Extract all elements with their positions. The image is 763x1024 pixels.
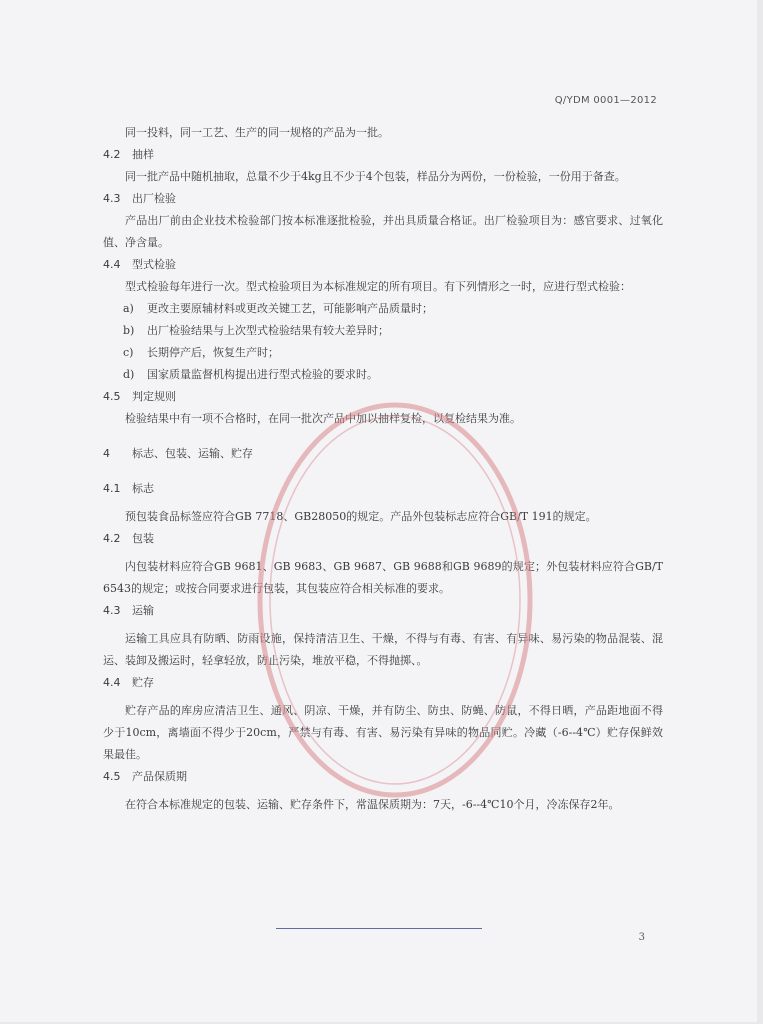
document-number: Q/YDM 0001—2012 — [554, 95, 657, 106]
paragraph: 贮存产品的库房应清洁卫生、通风、阴凉、干燥，并有防尘、防虫、防蝇、防鼠，不得日晒，产品距地面不得少于10cm，离墙面不得少于20cm，严禁与有毒、有害、易污染有异味的物品同贮。冷藏（-6--4℃）贮存保鲜效果最佳。 — [103, 704, 663, 761]
list-item-label: b) — [123, 324, 135, 337]
section-number: 4 — [103, 447, 110, 460]
section-heading — [103, 188, 663, 210]
spacer — [103, 430, 663, 443]
list-item-text: 长期停产后，恢复生产时； — [147, 346, 279, 359]
paragraph: 运输工具应具有防晒、防雨设施，保持清洁卫生、干燥，不得与有毒、有害、有异味、易污染的物品混装、混运、装卸及搬运时，轻拿轻放，防止污染，堆放平稳，不得抛掷、。 — [103, 632, 663, 667]
paragraph: 同一投料，同一工艺、生产的同一规格的产品为一批。 — [125, 126, 389, 139]
section-heading — [103, 144, 663, 166]
section-title: 出厂检验 — [132, 192, 176, 205]
section-title: 判定规则 — [132, 390, 176, 403]
section-heading — [103, 672, 663, 694]
list-item-text: 国家质量监督机构提出进行型式检验的要求时。 — [147, 368, 378, 381]
paragraph: 在符合本标准规定的包装、运输、贮存条件下，常温保质期为：7天，-6--4℃10个月，冷冻保存2年。 — [125, 798, 620, 811]
section-number: 4.3 — [103, 604, 121, 617]
section-number: 4.4 — [103, 676, 121, 689]
section-title: 包装 — [132, 532, 154, 545]
list-item — [123, 320, 663, 342]
section-title: 型式检验 — [132, 258, 176, 271]
paragraph: 产品出厂前由企业技术检验部门按本标准逐批检验，并出具质量合格证。出厂检验项目为：感官要求、过氧化值、净含量。 — [103, 214, 663, 249]
section-number: 4.5 — [103, 770, 121, 783]
section-number: 4.1 — [103, 482, 121, 495]
section-title: 标志 — [132, 482, 154, 495]
paragraph: 同一批产品中随机抽取，总量不少于4kg且不少于4个包装，样品分为两份，一份检验，一份用于备查。 — [125, 170, 626, 183]
paragraph: 检验结果中有一项不合格时，在同一批次产品中加以抽样复检，以复检结果为准。 — [125, 412, 521, 425]
section-title: 产品保质期 — [132, 770, 187, 783]
section-heading — [103, 478, 663, 500]
paragraph: 内包装材料应符合GB 9681、GB 9683、GB 9687、GB 9688和GB 9689的规定；外包装材料应符合GB/T 6543的规定；或按合同要求进行包装，其包装应符合相关标准的要求。 — [103, 560, 663, 595]
paragraph: 预包装食品标签应符合GB 7718、GB28050的规定。产品外包装标志应符合GB/T 191的规定。 — [125, 510, 597, 523]
section-number: 4.2 — [103, 532, 121, 545]
page-number: 3 — [638, 932, 645, 943]
list-item-label: c) — [123, 346, 134, 359]
list-item-text: 出厂检验结果与上次型式检验结果有较大差异时； — [147, 324, 389, 337]
section-heading — [103, 528, 663, 550]
list-item — [123, 342, 663, 364]
section-heading — [103, 254, 663, 276]
section-heading — [103, 386, 663, 408]
section-title: 标志、包装、运输、贮存 — [132, 447, 253, 460]
list-item-text: 更改主要原辅材料或更改关键工艺，可能影响产品质量时； — [147, 302, 433, 315]
list-item-label: a) — [123, 302, 134, 315]
section-number: 4.3 — [103, 192, 121, 205]
list-item-label: d) — [123, 368, 135, 381]
list-item — [123, 298, 663, 320]
footer-rule — [276, 928, 482, 929]
list-item — [123, 364, 663, 386]
section-title: 贮存 — [132, 676, 154, 689]
section-title: 抽样 — [132, 148, 154, 161]
section-number: 4.2 — [103, 148, 121, 161]
condition-list — [103, 298, 663, 386]
document-body — [103, 122, 663, 816]
section-number: 4.4 — [103, 258, 121, 271]
paragraph: 型式检验每年进行一次。型式检验项目为本标准规定的所有项目。有下列情形之一时，应进行型式检验： — [125, 280, 631, 293]
section-title: 运输 — [132, 604, 154, 617]
section-heading — [103, 766, 663, 788]
section-heading — [103, 443, 663, 465]
section-heading — [103, 600, 663, 622]
section-number: 4.5 — [103, 390, 121, 403]
spacer — [103, 465, 663, 478]
